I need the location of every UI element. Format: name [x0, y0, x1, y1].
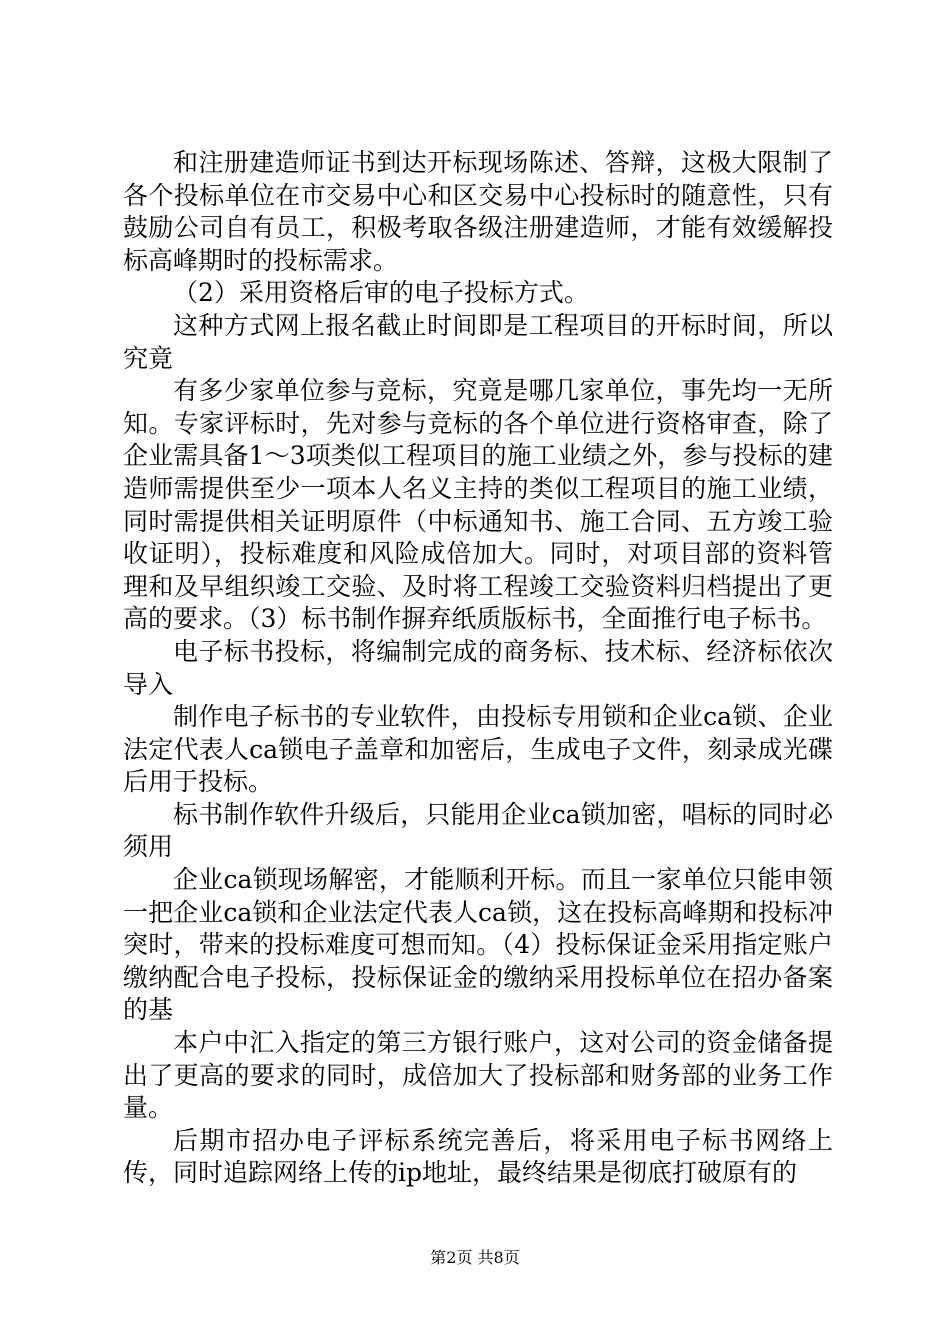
paragraph-9: 本户中汇入指定的第三方银行账户，这对公司的资金储备提出了更高的要求的同时，成倍加大了投标部和财务部的业务工作量。	[123, 1028, 833, 1123]
paragraph-7: 标书制作软件升级后，只能用企业ca锁加密，唱标的同时必须用	[123, 799, 833, 862]
page-number-footer: 第2页 共8页	[430, 1248, 520, 1267]
document-body	[123, 147, 833, 1190]
paragraph-8: 企业ca锁现场解密，才能顺利开标。而且一家单位只能申领一把企业ca锁和企业法定代表人ca锁，这在投标高峰期和投标冲突时，带来的投标难度可想而知。（4）投标保证金采用指定账户缴纳配合电子投标，投标保证金的缴纳采用投标单位在招办备案的基	[123, 865, 833, 1025]
paragraph-10: 后期市招办电子评标系统完善后，将采用电子标书网络上传，同时追踪网络上传的ip地址，最终结果是彻底打破原有的	[123, 1125, 833, 1188]
paragraph-6: 制作电子标书的专业软件，由投标专用锁和企业ca锁、企业法定代表人ca锁电子盖章和加密后，生成电子文件，刻录成光碟后用于投标。	[123, 702, 833, 797]
paragraph-4: 有多少家单位参与竞标，究竟是哪几家单位，事先均一无所知。专家评标时，先对参与竞标的各个单位进行资格审查，除了企业需具备1～3项类似工程项目的施工业绩之外，参与投标的建造师需提供至少一项本人名义主持的类似工程项目的施工业绩，同时需提供相关证明原件（中标通知书、施工合同、五方竣工验收证明），投标难度和风险成倍加大。同时，对项目部的资料管理和及早组织竣工交验、及时将工程竣工交验资料归档提出了更高的要求。（3）标书制作摒弃纸质版标书，全面推行电子标书。	[123, 376, 833, 634]
paragraph-5: 电子标书投标，将编制完成的商务标、技术标、经济标依次导入	[123, 636, 833, 699]
paragraph-2: （2）采用资格后审的电子投标方式。	[173, 278, 589, 308]
paragraph-1: 和注册建造师证书到达开标现场陈述、答辩，这极大限制了各个投标单位在市交易中心和区交易中心投标时的随意性，只有鼓励公司自有员工，积极考取各级注册建造师，才能有效缓解投标高峰期时的投标需求。	[123, 148, 833, 275]
paragraph-3: 这种方式网上报名截止时间即是工程项目的开标时间，所以究竟	[123, 310, 833, 373]
